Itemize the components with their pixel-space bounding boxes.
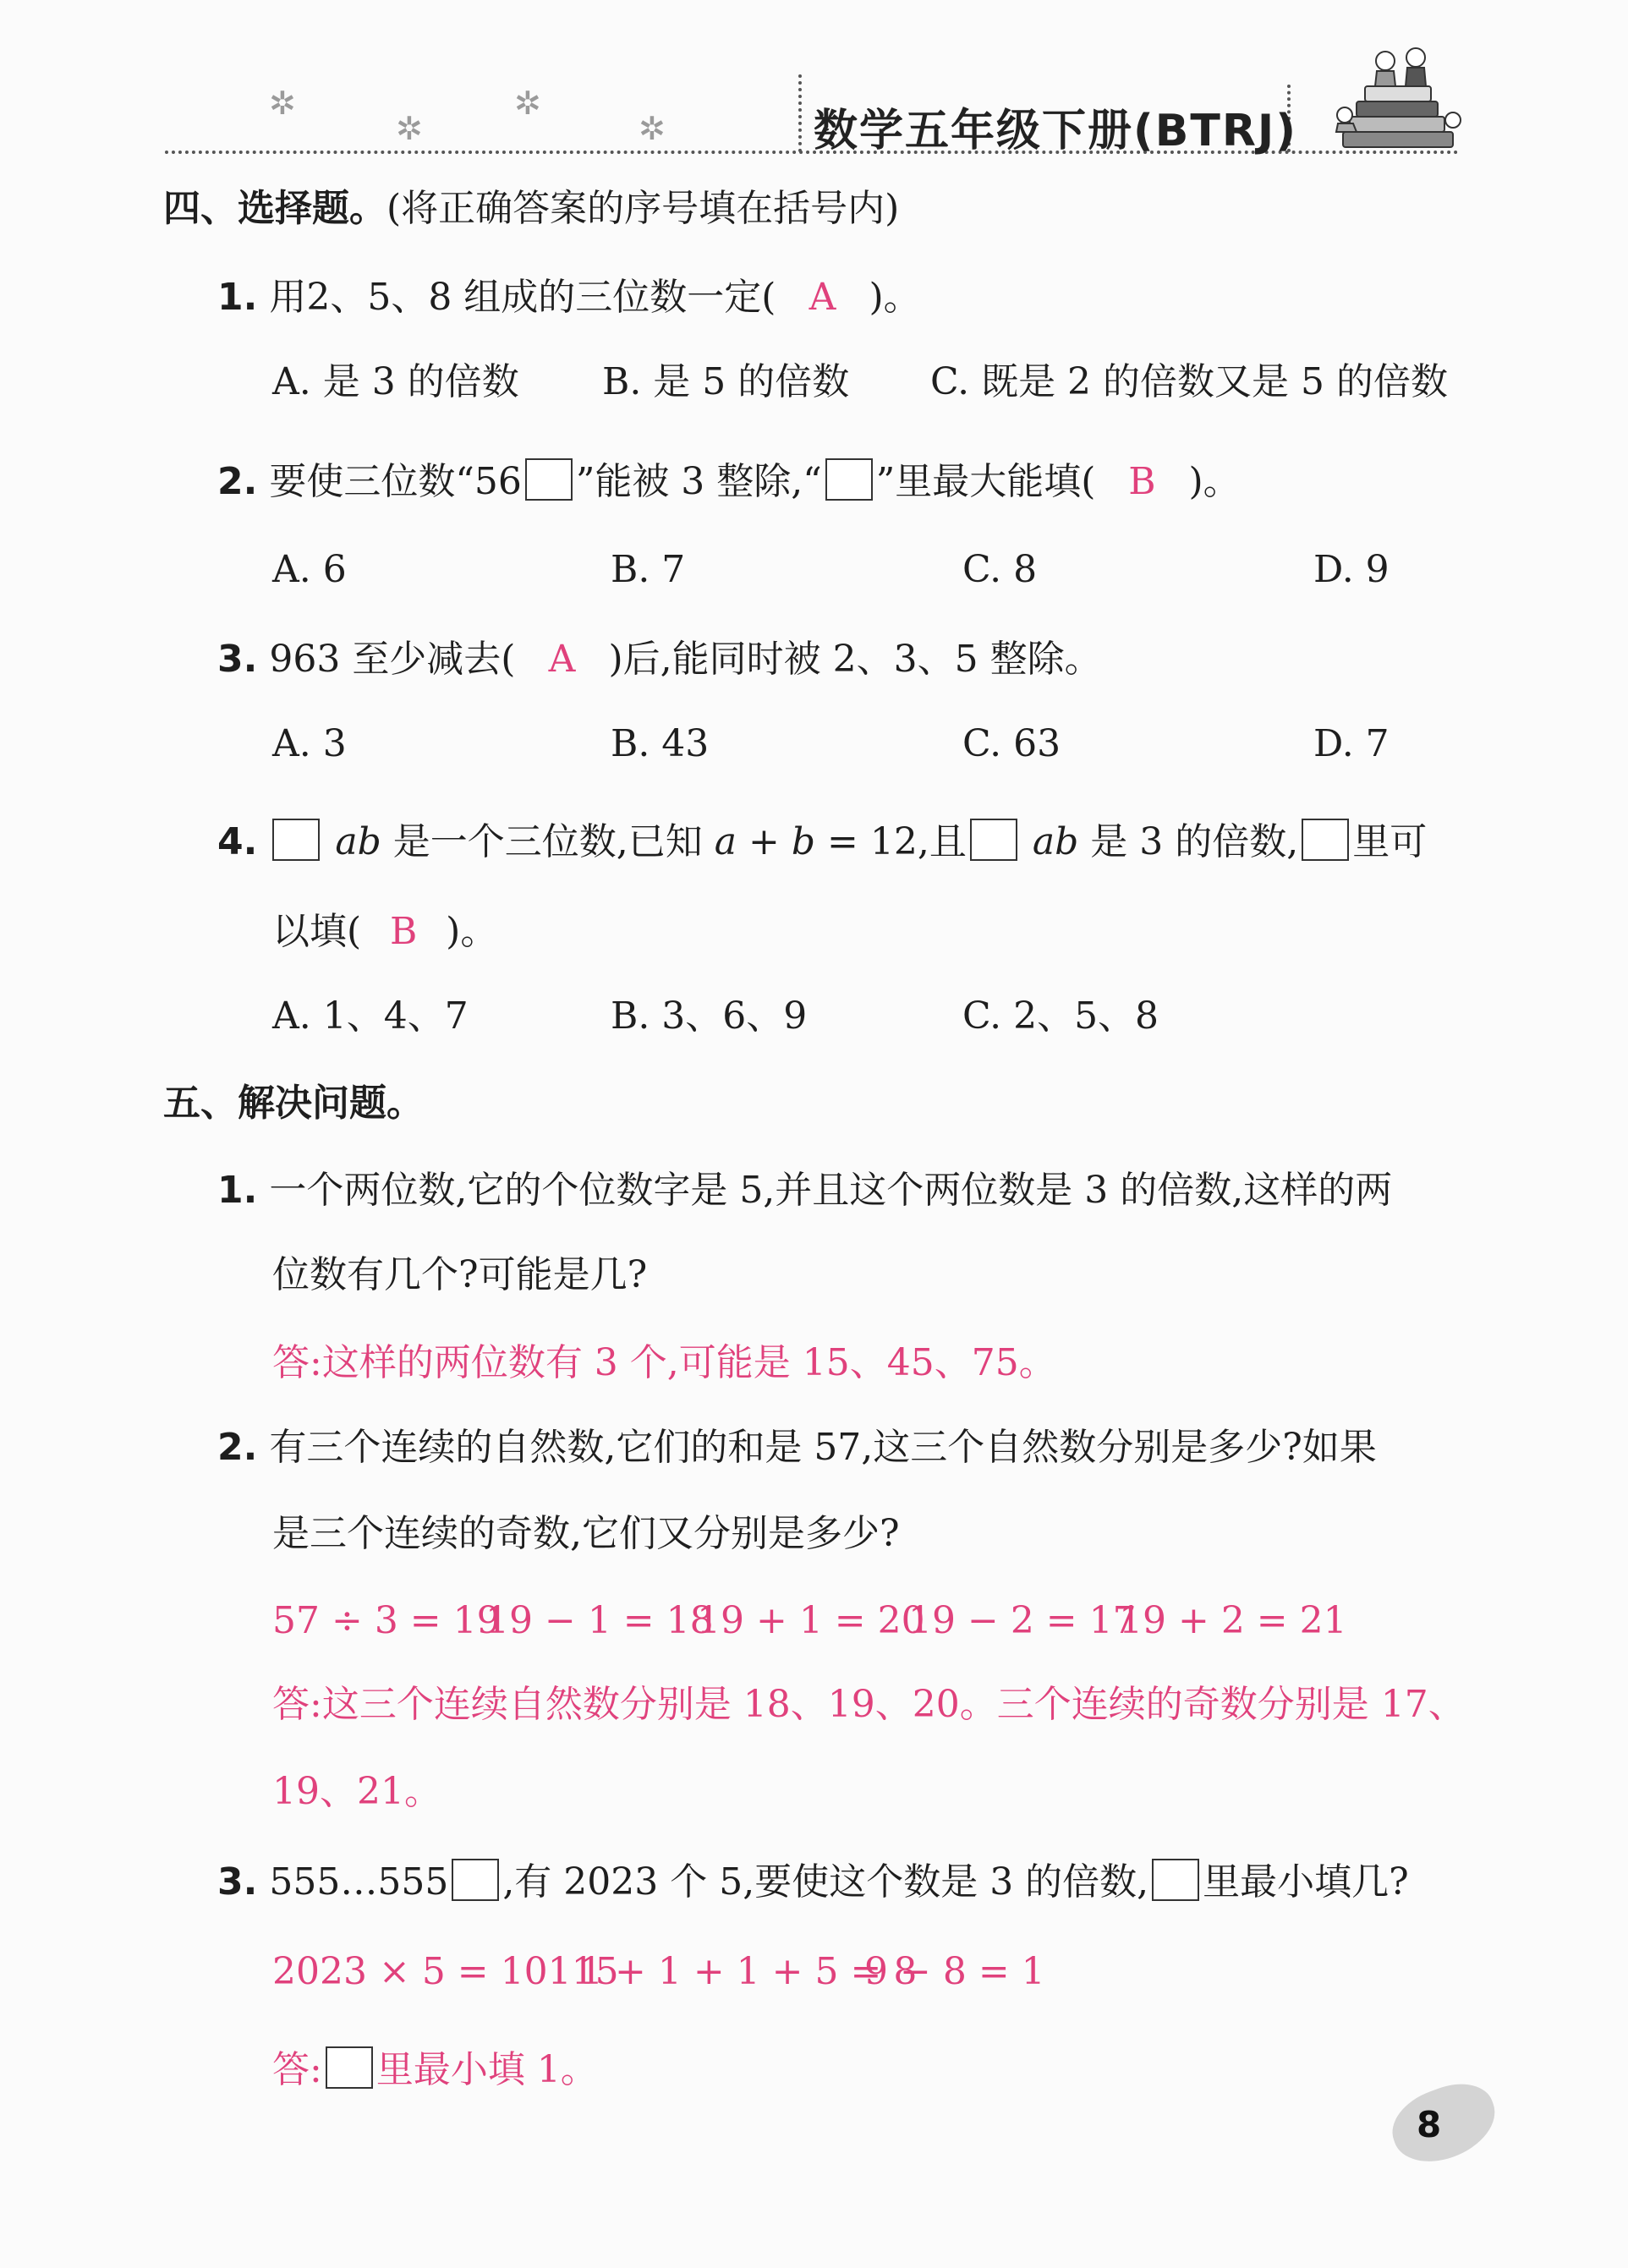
p3-calc-2: 1 + 1 + 1 + 5 = 8 bbox=[579, 1950, 918, 1993]
q2-stem-text-3: ”里最大能填( bbox=[875, 460, 1096, 503]
q3-option-a: A. 3 bbox=[272, 722, 347, 765]
q2-stem-text-2: ”能被 3 整除,“ bbox=[575, 460, 822, 503]
q3-answer: A bbox=[548, 638, 576, 681]
header-title-border-left bbox=[798, 74, 802, 152]
section4-heading: 四、选择题。 bbox=[163, 187, 386, 230]
q4-line2-text: 以填( bbox=[272, 910, 362, 953]
section4-heading-row bbox=[163, 187, 900, 230]
blank-box bbox=[1152, 1859, 1199, 1901]
q4-stem-text-2: 是 3 的倍数, bbox=[1090, 820, 1299, 863]
blank-box bbox=[825, 458, 873, 501]
p3-stem-text-3: 里最小填几? bbox=[1203, 1860, 1409, 1904]
blank-box bbox=[525, 458, 573, 501]
q3-option-b: B. 43 bbox=[611, 722, 710, 765]
q4-equation-rest: = 12,且 bbox=[827, 820, 967, 863]
p3-number: 3. bbox=[217, 1860, 258, 1904]
q3-option-d: D. 7 bbox=[1313, 722, 1390, 765]
q3-stem-end: )后,能同时被 2、3、5 整除。 bbox=[608, 638, 1102, 681]
section5-heading: 五、解决问题。 bbox=[163, 1082, 424, 1125]
q4-number: 4. bbox=[217, 820, 258, 863]
p2-answer-line1: 答:这三个连续自然数分别是 18、19、20。三个连续的奇数分别是 17、 bbox=[272, 1683, 1466, 1726]
q1-stem bbox=[217, 276, 921, 319]
q4-var-ab: ab bbox=[335, 820, 381, 863]
header-title: 数学五年级下册(BTRJ) bbox=[814, 106, 1298, 156]
q4-stem-text-3: 里可 bbox=[1352, 820, 1428, 863]
q2-option-c: C. 8 bbox=[962, 548, 1038, 591]
q4-option-c: C. 2、5、8 bbox=[962, 994, 1159, 1038]
q4-answer: B bbox=[390, 910, 418, 953]
blank-box bbox=[326, 2046, 373, 2089]
p1-answer: 答:这样的两位数有 3 个,可能是 15、45、75。 bbox=[272, 1341, 1056, 1384]
p2-line1-text: 有三个连续的自然数,它们的和是 57,这三个自然数分别是多少?如果 bbox=[269, 1426, 1377, 1469]
page-number-badge bbox=[1383, 2073, 1506, 2174]
blank-box bbox=[1302, 819, 1349, 861]
blank-box bbox=[272, 819, 320, 861]
p3-stem bbox=[217, 1859, 1409, 1904]
decorative-star-icon: ✲ bbox=[396, 110, 423, 147]
q2-stem bbox=[217, 458, 1241, 501]
q4-option-b: B. 3、6、9 bbox=[611, 994, 808, 1038]
decorative-star-icon: ✲ bbox=[514, 85, 541, 122]
p3-answer-text: 里最小填 1。 bbox=[375, 2048, 598, 2091]
q3-stem bbox=[217, 638, 1102, 681]
p2-calc-1: 57 ÷ 3 = 19 bbox=[272, 1599, 501, 1642]
q1-option-b: B. 是 5 的倍数 bbox=[602, 360, 850, 403]
p3-answer-prefix: 答: bbox=[272, 2048, 322, 2091]
q4-line2-end: )。 bbox=[446, 910, 498, 953]
p3-calc-1: 2023 × 5 = 10115 bbox=[272, 1950, 619, 1993]
blank-box bbox=[970, 819, 1017, 861]
q1-option-a: A. 是 3 的倍数 bbox=[272, 360, 519, 403]
q4-var-a: a bbox=[714, 820, 737, 863]
p1-number: 1. bbox=[217, 1169, 258, 1212]
q2-number: 2. bbox=[217, 460, 258, 503]
q1-stem-text: 用2、5、8 组成的三位数一定( bbox=[269, 276, 776, 319]
q4-option-a: A. 1、4、7 bbox=[272, 994, 469, 1038]
decorative-star-icon: ✲ bbox=[639, 110, 666, 147]
q2-answer: B bbox=[1128, 460, 1156, 503]
p3-calc-3: 9 − 8 = 1 bbox=[864, 1950, 1045, 1993]
q3-number: 3. bbox=[217, 638, 258, 681]
p3-stem-text-2: ,有 2023 个 5,要使这个数是 3 的倍数, bbox=[502, 1860, 1149, 1904]
p3-answer bbox=[272, 2046, 598, 2089]
q4-var-ab-2: ab bbox=[1032, 820, 1079, 863]
q2-option-d: D. 9 bbox=[1313, 548, 1390, 591]
q4-var-b: b bbox=[791, 820, 816, 863]
blank-box bbox=[452, 1859, 499, 1901]
p1-line2: 位数有几个?可能是几? bbox=[272, 1253, 648, 1296]
q4-plus: + bbox=[748, 820, 780, 863]
p2-calc-2: 19 − 1 = 18 bbox=[485, 1599, 714, 1642]
q2-stem-end: )。 bbox=[1188, 460, 1241, 503]
p1-line1-text: 一个两位数,它的个位数字是 5,并且这个两位数是 3 的倍数,这样的两 bbox=[269, 1169, 1393, 1212]
q2-stem-text: 要使三位数“56 bbox=[269, 460, 522, 503]
q1-number: 1. bbox=[217, 276, 258, 319]
q4-stem-line2 bbox=[272, 910, 498, 953]
books-with-children-icon bbox=[1328, 32, 1463, 159]
p2-line2: 是三个连续的奇数,它们又分别是多少? bbox=[272, 1512, 900, 1555]
section4-instruction: (将正确答案的序号填在括号内) bbox=[386, 187, 900, 230]
q4-stem-text: 是一个三位数,已知 bbox=[392, 820, 703, 863]
q2-option-a: A. 6 bbox=[272, 548, 347, 591]
q3-stem-text: 963 至少减去( bbox=[269, 638, 516, 681]
q2-option-b: B. 7 bbox=[611, 548, 686, 591]
q4-stem-line1 bbox=[217, 819, 1427, 861]
p2-calc-3: 19 + 1 = 20 bbox=[697, 1599, 925, 1642]
q1-stem-end: )。 bbox=[869, 276, 921, 319]
p3-stem-text: 555…555 bbox=[269, 1860, 449, 1904]
p2-line1 bbox=[217, 1426, 1377, 1469]
p2-calc-5: 19 + 2 = 21 bbox=[1119, 1599, 1347, 1642]
q3-option-c: C. 63 bbox=[962, 722, 1061, 765]
p2-calc-4: 19 − 2 = 17 bbox=[908, 1599, 1137, 1642]
p2-answer-line2: 19、21。 bbox=[272, 1770, 441, 1813]
decorative-star-icon: ✲ bbox=[269, 85, 296, 122]
p1-line1 bbox=[217, 1169, 1393, 1212]
page-number: 8 bbox=[1417, 2104, 1442, 2145]
q1-answer: A bbox=[809, 276, 836, 319]
q1-option-c: C. 既是 2 的倍数又是 5 的倍数 bbox=[930, 360, 1449, 403]
p2-number: 2. bbox=[217, 1426, 258, 1469]
